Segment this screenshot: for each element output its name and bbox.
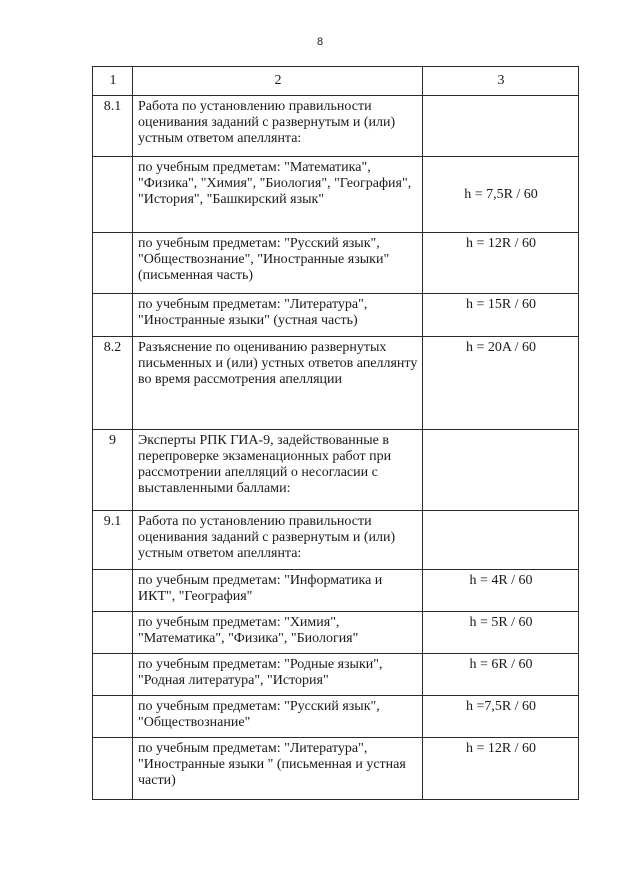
- row-text: Эксперты РПК ГИА-9, задействованные в перепроверке экзаменационных работ при рассмотрении апелляций о несогласии с выставленными баллами:: [133, 430, 423, 511]
- row-value: h = 20A / 60: [423, 337, 579, 430]
- row-number: 9.1: [93, 511, 133, 570]
- row-text: по учебным предметам: "Литература", "Иностранные языки" (устная часть): [133, 294, 423, 337]
- document-table: [92, 66, 579, 800]
- row-text: по учебным предметам: "Русский язык", "Обществознание": [133, 696, 423, 738]
- table-row: [93, 570, 579, 612]
- row-text: по учебным предметам: "Родные языки", "Родная литература", "История": [133, 654, 423, 696]
- table-row: [93, 430, 579, 511]
- row-number: [93, 570, 133, 612]
- table-row: [93, 337, 579, 430]
- row-value: h = 12R / 60: [423, 738, 579, 800]
- table-row: [93, 157, 579, 233]
- row-value: h = 7,5R / 60: [423, 157, 579, 233]
- row-value: h =7,5R / 60: [423, 696, 579, 738]
- row-number: [93, 157, 133, 233]
- row-text: по учебным предметам: "Химия", "Математика", "Физика", "Биология": [133, 612, 423, 654]
- row-text: по учебным предметам: "Литература", "Иностранные языки " (письменная и устная части): [133, 738, 423, 800]
- header-cell: 1: [93, 67, 133, 96]
- row-value: h = 15R / 60: [423, 294, 579, 337]
- table-row: [93, 738, 579, 800]
- row-value: [423, 511, 579, 570]
- row-value: [423, 430, 579, 511]
- row-number: 9: [93, 430, 133, 511]
- row-number: [93, 654, 133, 696]
- row-number: 8.2: [93, 337, 133, 430]
- row-text: Разъяснение по оцениванию развернутых письменных и (или) устных ответов апеллянту во время рассмотрения апелляции: [133, 337, 423, 430]
- row-text: Работа по установлению правильности оценивания заданий с развернутым и (или) устным ответом апеллянта:: [133, 511, 423, 570]
- row-text: по учебным предметам: "Математика", "Физика", "Химия", "Биология", "География", "История", "Башкирский язык": [133, 157, 423, 233]
- table-row: [93, 612, 579, 654]
- table-row: [93, 511, 579, 570]
- table-row: [93, 294, 579, 337]
- row-number: [93, 696, 133, 738]
- table-row: [93, 96, 579, 157]
- header-cell: 2: [133, 67, 423, 96]
- table-row: [93, 233, 579, 294]
- row-value: h = 4R / 60: [423, 570, 579, 612]
- row-text: Работа по установлению правильности оценивания заданий с развернутым и (или) устным ответом апеллянта:: [133, 96, 423, 157]
- header-cell: 3: [423, 67, 579, 96]
- row-number: [93, 612, 133, 654]
- row-number: [93, 738, 133, 800]
- row-text: по учебным предметам: "Русский язык", "Обществознание", "Иностранные языки" (письменная часть): [133, 233, 423, 294]
- table-row: [93, 654, 579, 696]
- row-value: h = 5R / 60: [423, 612, 579, 654]
- row-value: [423, 96, 579, 157]
- row-value: h = 12R / 60: [423, 233, 579, 294]
- row-number: [93, 233, 133, 294]
- row-number: 8.1: [93, 96, 133, 157]
- table-row: [93, 696, 579, 738]
- page-number: 8: [316, 36, 324, 48]
- row-number: [93, 294, 133, 337]
- table-header-row: [93, 67, 579, 96]
- row-value: h = 6R / 60: [423, 654, 579, 696]
- row-text: по учебным предметам: "Информатика и ИКТ", "География": [133, 570, 423, 612]
